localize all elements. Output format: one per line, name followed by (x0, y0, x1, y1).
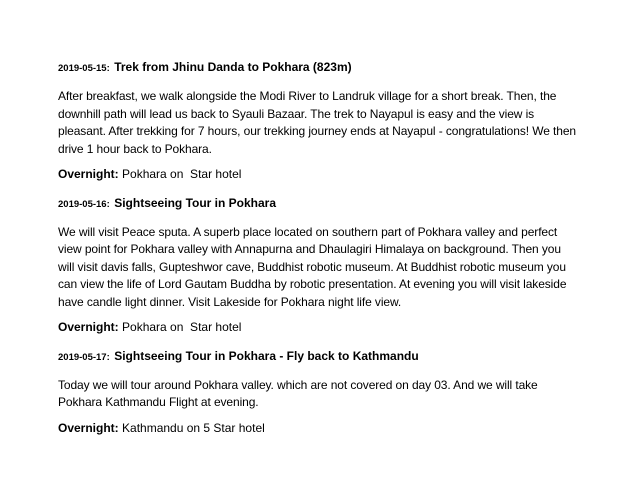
overnight-value: Pokhara on Star hotel (122, 320, 242, 334)
day-description: Today we will tour around Pokhara valley. which are not covered on day 03. And we will take Pokhara Kathmandu Flight at evening. (58, 377, 538, 409)
itinerary-page (58, 58, 578, 447)
day-block-2019-05-17 (58, 347, 578, 438)
overnight-line (58, 319, 578, 337)
day-title: Trek from Jhinu Danda to Pokhara (823m) (114, 60, 352, 74)
overnight-value: Pokhara on Star hotel (122, 167, 242, 181)
overnight-line (58, 420, 578, 438)
day-block-2019-05-16 (58, 194, 578, 337)
day-heading (58, 347, 578, 367)
day-date: 2019-05-15: (58, 63, 110, 74)
day-title: Sightseeing Tour in Pokhara - Fly back to Kathmandu (114, 348, 419, 363)
day-block-2019-05-15 (58, 58, 578, 184)
overnight-label: Overnight: (58, 320, 119, 334)
overnight-value: Kathmandu on 5 Star hotel (122, 420, 265, 435)
overnight-label: Overnight: (58, 167, 119, 181)
day-date: 2019-05-16: (58, 198, 110, 210)
day-date: 2019-05-17: (58, 351, 110, 363)
day-heading (58, 58, 578, 78)
day-description: We will visit Peace sputa. A superb place located on southern part of Pokhara valley and perfect view point for Pokhara valley with Annapurna and Dhaulagiri Himalaya on background. Then you will visit davis falls, Gupteshwor cave, Buddhist robotic museum. At Buddhist robotic museum you can view the life of Lord Gautam Buddha by robotic presentation. At evening you will visit lakeside have candle light dinner. Visit Lakeside for Pokhara night life view. (58, 224, 567, 309)
day-title: Sightseeing Tour in Pokhara (114, 195, 277, 210)
day-description: After breakfast, we walk alongside the Modi River to Landruk village for a short break. Then, the downhill path will lead us back to Syauli Bazaar. The trek to Nayapul is easy and the view is pleasant. After trekking for 7 hours, our trekking journey ends at Nayapul - congratulations! We then drive 1 hour back to Pokhara. (58, 89, 576, 156)
overnight-line (58, 166, 578, 184)
overnight-label: Overnight: (58, 420, 119, 435)
day-heading (58, 194, 578, 214)
